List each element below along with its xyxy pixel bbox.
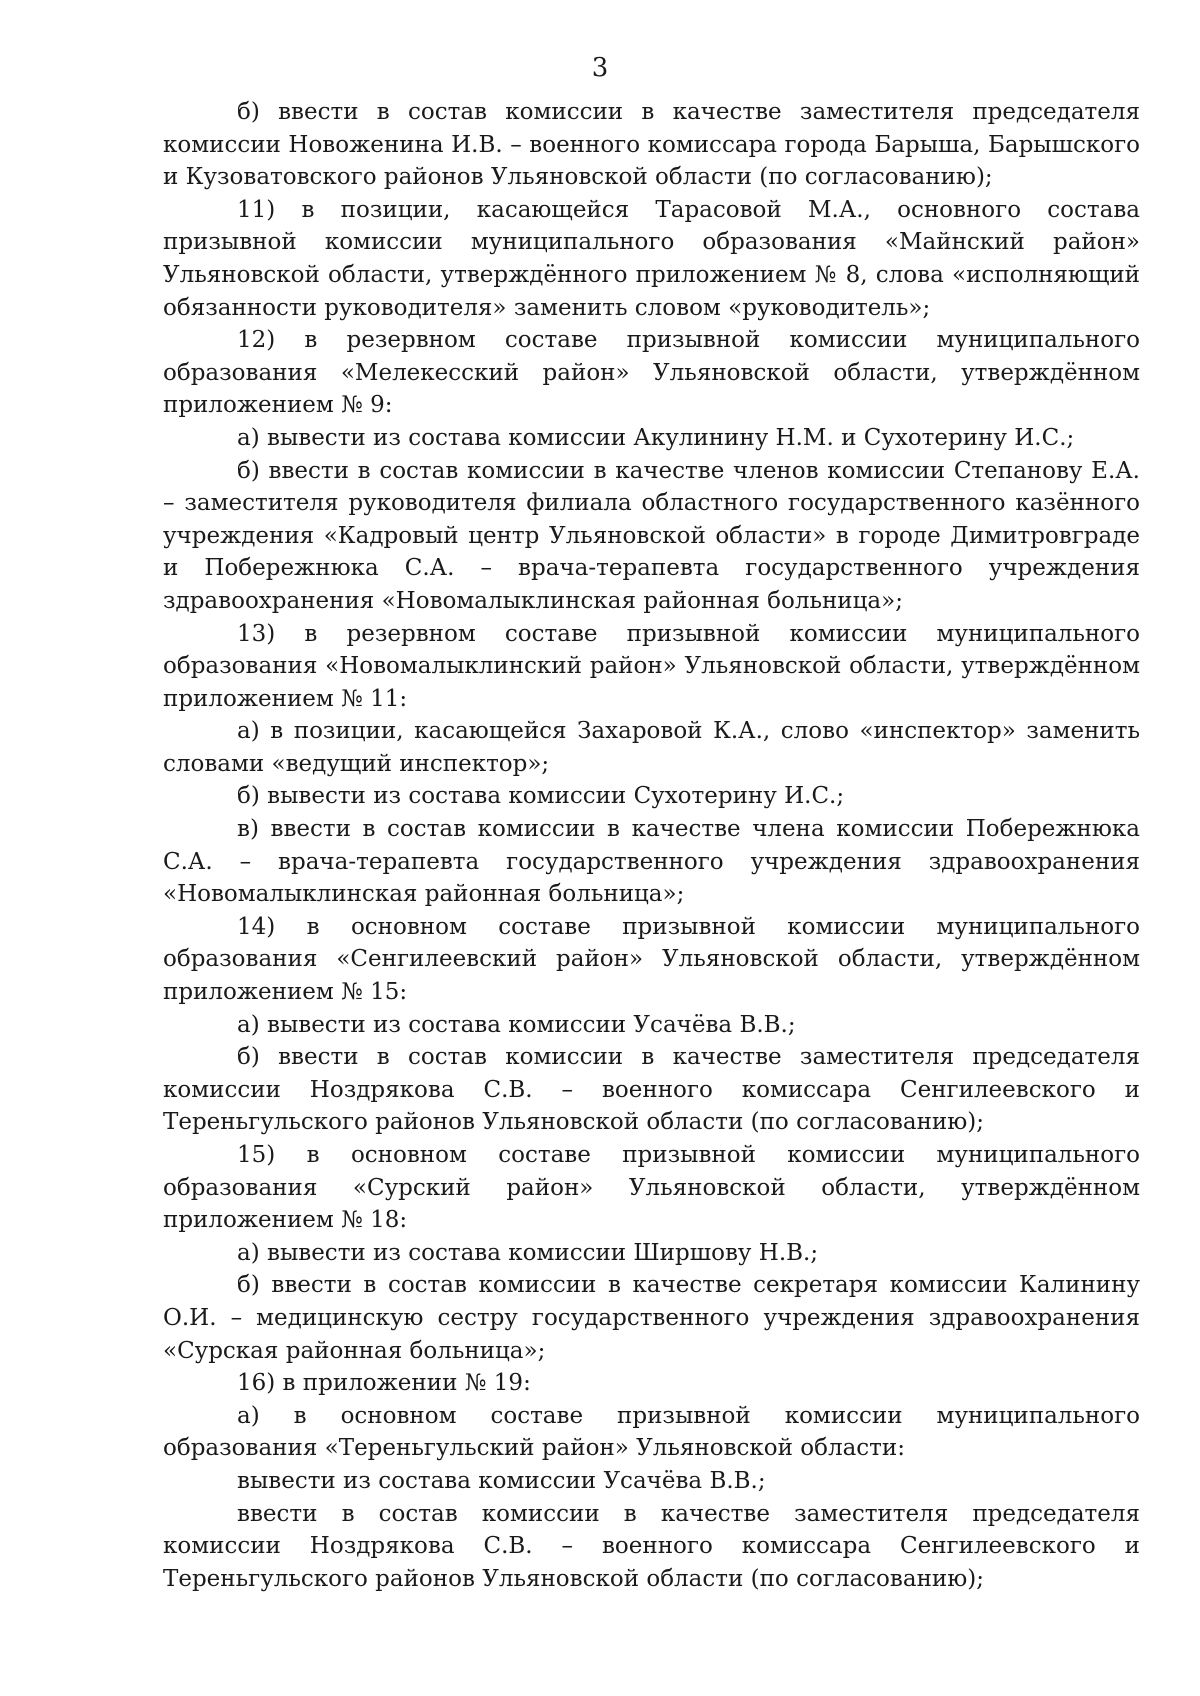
paragraph-13: 13) в резервном составе призывной комиссии муниципального образования «Новомалыклинский район» Ульяновской области, утверждённом приложением № 11: <box>163 620 1140 712</box>
paragraph-14-b: б) ввести в состав комиссии в качестве заместителя председателя комиссии Ноздрякова С.В. – военного комиссара Сенгилеевского и Тереньгульского районов Ульяновской области (по согласованию); <box>163 1044 1140 1136</box>
paragraph-item-b-deputy-chair: б) ввести в состав комиссии в качестве заместителя председателя комиссии Новоженина И.В. – военного комиссара города Барыша, Барышского и Кузоватовского районов Ульяновской области (по согласованию); <box>163 99 1140 191</box>
paragraph-16-a-add: ввести в состав комиссии в качестве заместителя председателя комиссии Ноздрякова С.В. – военного комиссара Сенгилеевского и Тереньгульского районов Ульяновской области (по согласованию); <box>163 1500 1140 1592</box>
paragraph-14-a: а) вывести из состава комиссии Усачёва В.В.; <box>237 1011 796 1038</box>
paragraph-12-b: б) ввести в состав комиссии в качестве членов комиссии Степанову Е.А. – заместителя руководителя филиала областного государственного казённого учреждения «Кадровый центр Ульяновской области» в городе Димитровграде и Побережнюка С.А. – врача-терапевта государственного учреждения здравоохранения «Новомалыклинская районная больница»; <box>163 457 1140 614</box>
page-number: 3 <box>591 53 609 83</box>
paragraph-11: 11) в позиции, касающейся Тарасовой М.А., основного состава призывной комиссии муниципального образования «Майнский район» Ульяновской области, утверждённого приложением № 8, слова «исполняющий обязанности руководителя» заменить словом «руководитель»; <box>163 196 1140 321</box>
document-body <box>163 96 1140 1595</box>
paragraph-16: 16) в приложении № 19: <box>237 1370 531 1397</box>
paragraph-16-a: а) в основном составе призывной комиссии муниципального образования «Тереньгульский район» Ульяновской области: <box>163 1402 1140 1462</box>
paragraph-15: 15) в основном составе призывной комиссии муниципального образования «Сурский район» Ульяновской области, утверждённом приложением № 18: <box>163 1142 1140 1234</box>
paragraph-14: 14) в основном составе призывной комиссии муниципального образования «Сенгилеевский район» Ульяновской области, утверждённом приложением № 15: <box>163 913 1140 1006</box>
paragraph-13-b: б) вывести из состава комиссии Сухотерину И.С.; <box>237 783 845 810</box>
paragraph-13-v: в) ввести в состав комиссии в качестве члена комиссии Побережнюка С.А. – врача-терапевта государственного учреждения здравоохранения «Новомалыклинская районная больница»; <box>163 816 1140 908</box>
paragraph-16-a-remove: вывести из состава комиссии Усачёва В.В.; <box>237 1467 766 1494</box>
paragraph-12-a: а) вывести из состава комиссии Акулинину Н.М. и Сухотерину И.С.; <box>237 424 1075 451</box>
paragraph-15-b: б) ввести в состав комиссии в качестве секретаря комиссии Калинину О.И. – медицинскую сестру государственного учреждения здравоохранения «Сурская районная больница»; <box>163 1272 1140 1364</box>
paragraph-12: 12) в резервном составе призывной комиссии муниципального образования «Мелекесский район» Ульяновской области, утверждённом приложением № 9: <box>163 327 1140 419</box>
paragraph-13-a: а) в позиции, касающейся Захаровой К.А., слово «инспектор» заменить словами «ведущий инспектор»; <box>163 718 1140 777</box>
paragraph-15-a: а) вывести из состава комиссии Ширшову Н.В.; <box>237 1239 819 1266</box>
